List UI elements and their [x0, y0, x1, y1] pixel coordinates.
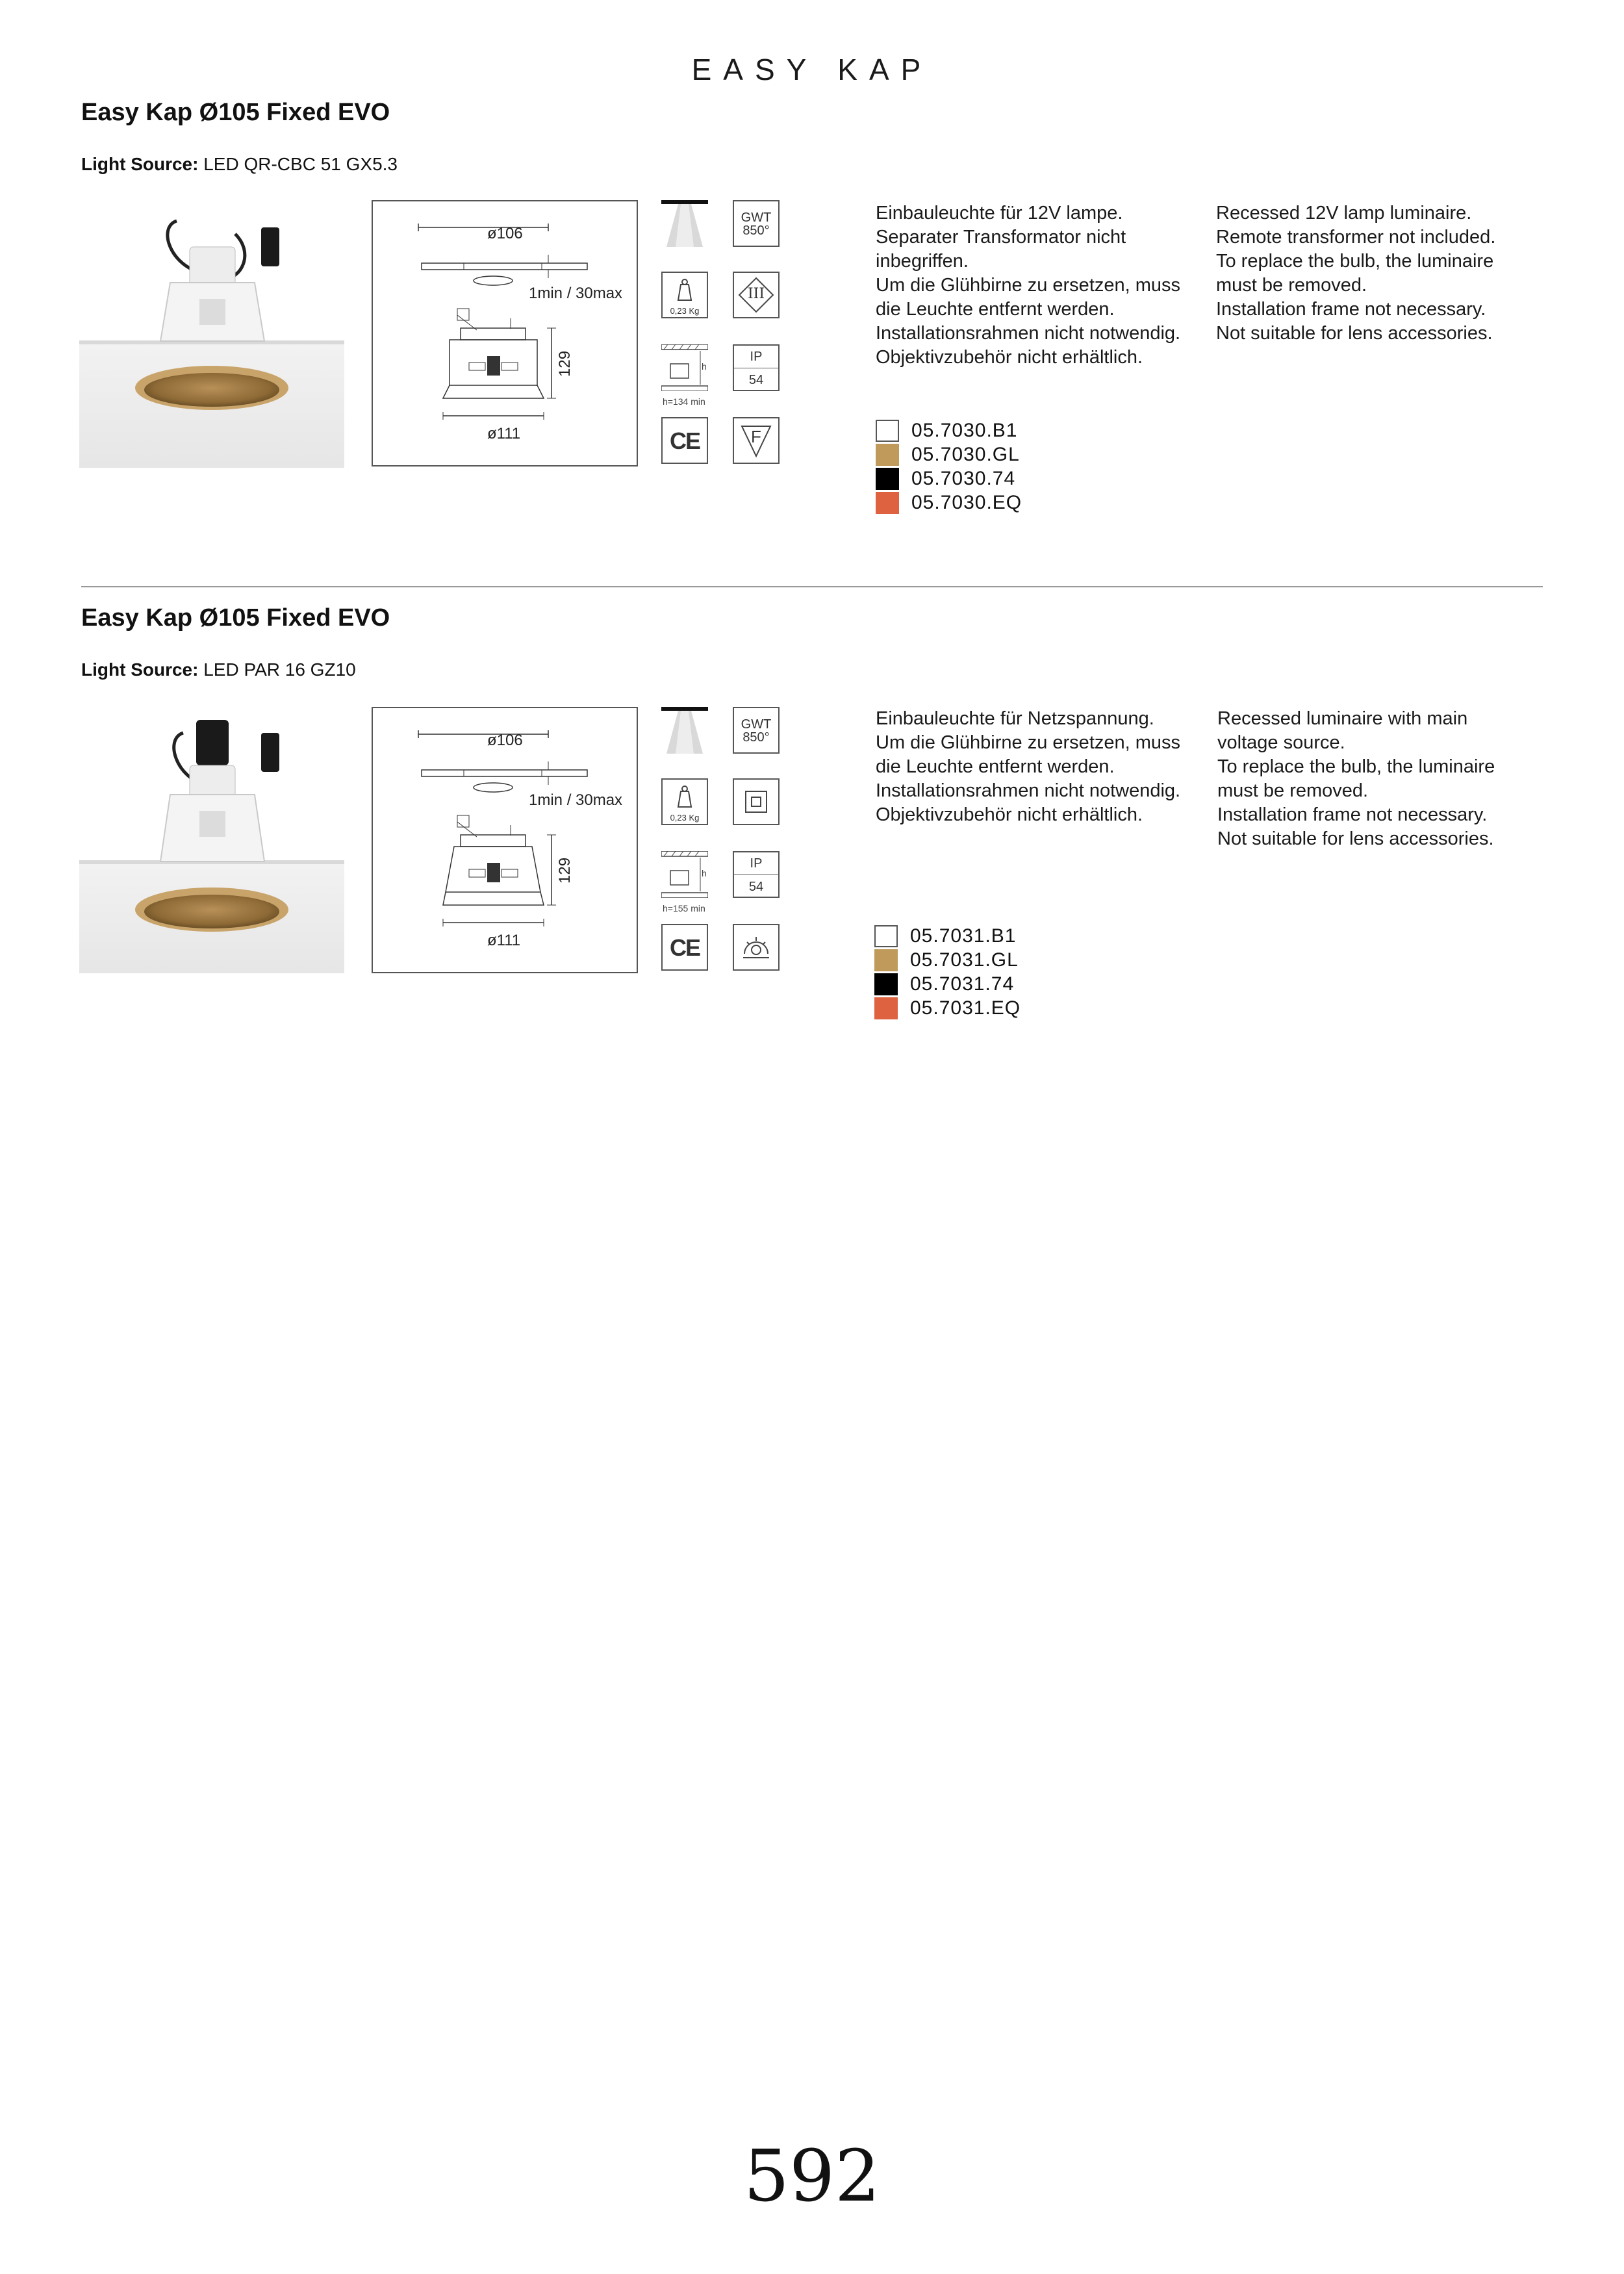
color-swatch-black [874, 973, 898, 995]
product-2-code-list [874, 924, 1134, 1028]
beam-angle-icon [661, 200, 708, 247]
bottom-diameter-label: ø111 [487, 932, 521, 949]
color-swatch-orange [874, 997, 898, 1019]
thickness-label: 1min / 30max [529, 791, 623, 809]
thickness-label: 1min / 30max [529, 285, 623, 302]
product-2-title: Easy Kap Ø105 Fixed EVO [81, 604, 390, 632]
product-1-title: Easy Kap Ø105 Fixed EVO [81, 99, 390, 126]
product-1-description-en: Recessed 12V lamp luminaire. Remote transformer not included. To replace the bulb, the luminaire must be removed. Installation frame not necessary. Not suitable for lens accessories. [1216, 203, 1496, 344]
product-2-description-de: Einbauleuchte für Netzspannung. Um die Glühbirne zu ersetzen, muss die Leuchte entfernt werden. Installationsrahmen nicht notwendig. Objektivzubehör nicht erhältlich. [876, 708, 1181, 825]
product-code: 05.7031.B1 [910, 925, 1017, 947]
light-source-value: LED PAR 16 GZ10 [203, 659, 356, 680]
product-2-description-en: Recessed luminaire with main voltage source. To replace the bulb, the luminaire must be removed. Installation frame not necessary. Not suitable for lens accessories. [1217, 708, 1495, 849]
light-source-label: Light Source: [81, 154, 199, 174]
light-source-value: LED QR-CBC 51 GX5.3 [203, 154, 398, 174]
product-1-code-list [876, 418, 1136, 522]
product-1-description-de: Einbauleuchte für 12V lampe. Separater Transformator nicht inbegriffen. Um die Glühbirne zu ersetzen, muss die Leuchte entfernt werden. Installationsrahmen nicht notwendig. Objektivzubehör nicht erhältlich. [876, 203, 1181, 368]
top-diameter-label: ø106 [487, 732, 523, 749]
bottom-diameter-label: ø111 [487, 425, 521, 442]
height-label: 129 [556, 350, 574, 377]
ip54-icon: IP 54 [733, 344, 780, 391]
product-code: 05.7031.74 [910, 973, 1015, 995]
color-swatch-white [874, 925, 898, 947]
ce-mark-icon: CE [661, 924, 708, 971]
color-swatch-white [876, 420, 899, 442]
page-number: 592 [744, 2134, 880, 2217]
product-2-light-source [81, 659, 356, 680]
ip54-icon: IP 54 [733, 851, 780, 898]
class-ii-icon [733, 778, 780, 825]
weight-icon: 0,23 Kg [661, 778, 708, 825]
product-1-technical-drawing [372, 200, 638, 466]
product-code: 05.7030.EQ [911, 492, 1022, 513]
header-title: EASY KAP [691, 53, 933, 86]
weight-icon: 0,23 Kg [661, 272, 708, 318]
product-code: 05.7030.B1 [911, 420, 1018, 441]
lamp-dimming-icon [733, 924, 780, 971]
product-2-technical-drawing [372, 707, 638, 973]
installation-height-icon: h h=134 min [661, 344, 708, 391]
section-divider [81, 586, 1543, 587]
height-label: 129 [556, 857, 574, 884]
product-1-light-source [81, 154, 398, 175]
beam-angle-icon [661, 707, 708, 754]
gwt-850-icon: GWT 850° [733, 200, 780, 247]
color-swatch-orange [876, 492, 899, 514]
installation-height-icon: h h=155 min [661, 851, 708, 898]
f-mark-icon: F [733, 417, 780, 464]
product-1-photo [79, 201, 344, 468]
top-diameter-label: ø106 [487, 225, 523, 242]
product-code: 05.7031.GL [910, 949, 1019, 971]
product-code: 05.7030.GL [911, 444, 1020, 465]
class-iii-icon: III [733, 272, 780, 318]
color-swatch-black [876, 468, 899, 490]
product-code: 05.7031.EQ [910, 997, 1021, 1019]
color-swatch-gold [876, 444, 899, 466]
color-swatch-gold [874, 949, 898, 971]
product-2-photo [79, 707, 344, 973]
product-code: 05.7030.74 [911, 468, 1016, 489]
light-source-label: Light Source: [81, 659, 199, 680]
ce-mark-icon: CE [661, 417, 708, 464]
gwt-850-icon: GWT 850° [733, 707, 780, 754]
